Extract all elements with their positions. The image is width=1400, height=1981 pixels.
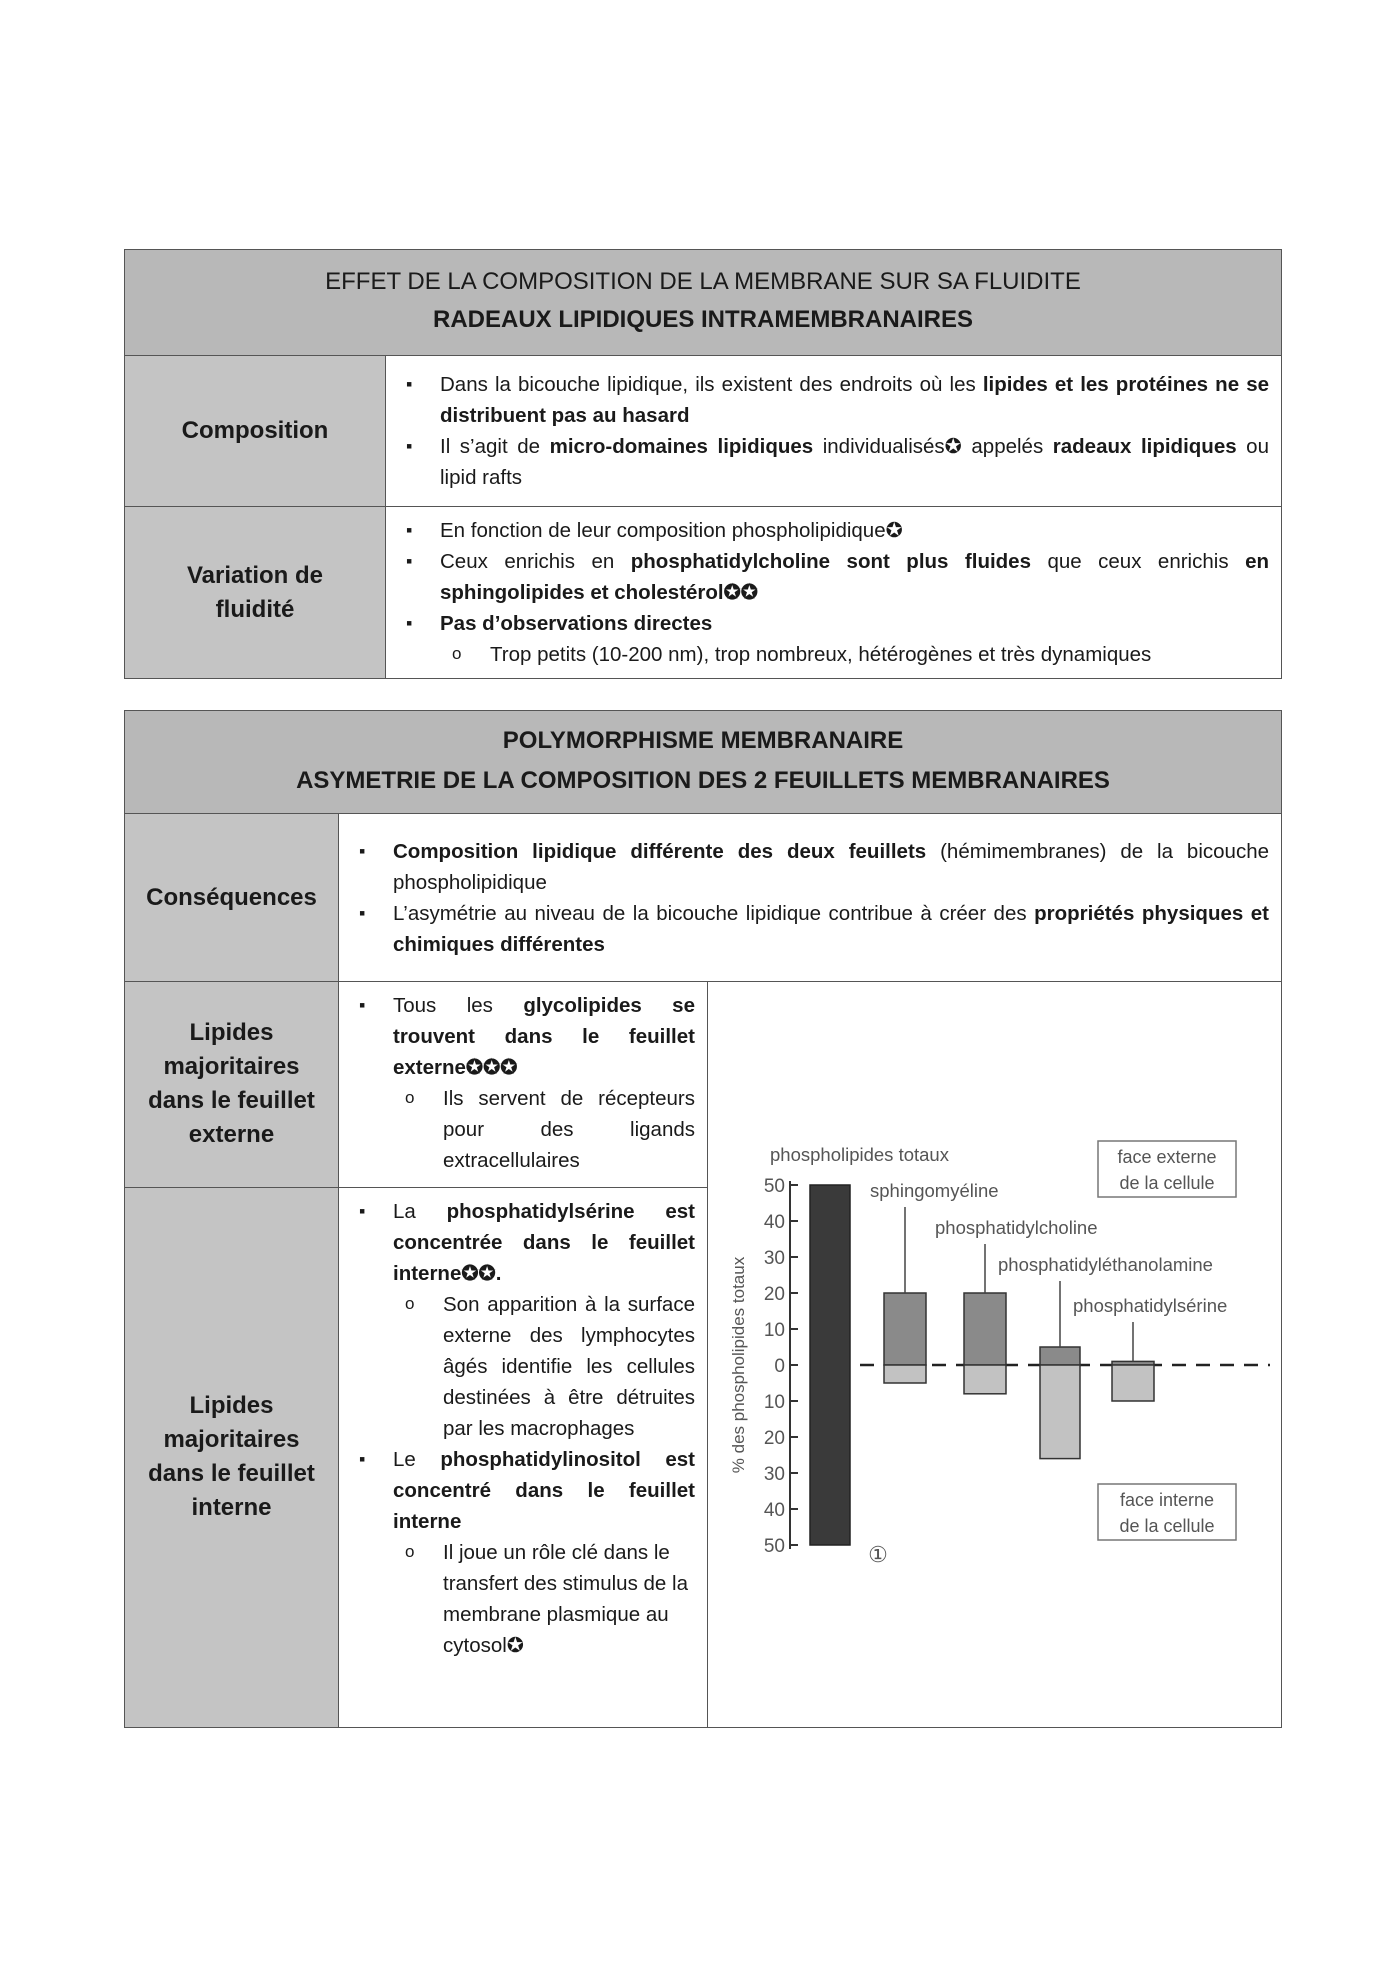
- y-tick-label: 10: [763, 1320, 785, 1341]
- table-header: [125, 250, 1282, 356]
- row-label-fluidity: Variation de fluidité: [125, 507, 386, 679]
- row-content-external-leaflet: [339, 982, 708, 1188]
- table-title: EFFET DE LA COMPOSITION DE LA MEMBRANE SUR SA FLUIDITE: [325, 267, 1081, 295]
- list-item: ▪ Dans la bicouche lipidique, ils existent des endroits où les lipides et les protéines ne se distribuent pas au hasard: [400, 369, 1269, 431]
- row-content-fluidity: [386, 507, 1282, 679]
- category-label: phosphatidylsérine: [1073, 1295, 1228, 1316]
- row-label-consequences: Conséquences: [125, 814, 339, 982]
- bar-external-3: [1040, 1347, 1080, 1365]
- category-label: sphingomyéline: [870, 1180, 999, 1201]
- category-label: phosphatidyléthanolamine: [998, 1254, 1213, 1275]
- row-content-composition: [386, 356, 1282, 507]
- y-tick-label: 30: [763, 1248, 785, 1269]
- bar-internal-1: [884, 1365, 926, 1383]
- row-content-consequences: [339, 814, 1282, 982]
- row-content-internal-leaflet: [339, 1187, 708, 1727]
- chart-cell: [708, 982, 1282, 1728]
- row-label-external-leaflet: Lipides majoritaires dans le feuillet externe: [125, 982, 339, 1188]
- y-tick-label: 30: [763, 1464, 785, 1485]
- sub-list-item: o Son apparition à la surface externe des lymphocytes âgés identifie les cellules destinées à être détruites par les macrophages: [393, 1289, 695, 1444]
- y-tick-label: 10: [763, 1392, 785, 1413]
- bar-phospholipides-totaux: [810, 1185, 850, 1545]
- y-tick-label: 0: [774, 1356, 785, 1377]
- y-tick-label: 50: [763, 1536, 785, 1557]
- y-tick-label: 20: [763, 1428, 785, 1449]
- sub-list-item: o Il joue un rôle clé dans le transfert des stimulus de la membrane plasmique au cytosol✪: [393, 1537, 695, 1661]
- bar-external-1: [884, 1293, 926, 1365]
- figure-marker: ①: [868, 1542, 888, 1567]
- list-item: ▪ En fonction de leur composition phospholipidique✪: [400, 515, 1269, 546]
- bar-internal-4: [1112, 1365, 1154, 1401]
- table-subtitle: ASYMETRIE DE LA COMPOSITION DES 2 FEUILLETS MEMBRANAIRES: [296, 767, 1110, 794]
- phospholipid-distribution-chart: [708, 982, 1280, 1722]
- list-item: ▪ Il s’agit de micro-domaines lipidiques individualisés✪ appelés radeaux lipidiques ou lipid rafts: [400, 431, 1269, 493]
- list-item: ▪ Composition lipidique différente des deux feuillets (hémimembranes) de la bicouche phospholipidique: [353, 836, 1269, 898]
- bar-external-2: [964, 1293, 1006, 1365]
- list-item: ▪ L’asymétrie au niveau de la bicouche lipidique contribue à créer des propriétés physiques et chimiques différentes: [353, 898, 1269, 960]
- y-tick-label: 40: [763, 1212, 785, 1233]
- asymmetry-table: [124, 710, 1282, 1728]
- y-axis-label: % des phospholipides totaux: [729, 1256, 748, 1474]
- table-title: POLYMORPHISME MEMBRANAIRE: [502, 727, 904, 754]
- sub-list-item: o Ils servent de récepteurs pour des ligands extracellulaires: [393, 1083, 695, 1176]
- bar-internal-2: [964, 1365, 1006, 1394]
- list-item: ▪ Le phosphatidylinositol est concentré dans le feuillet interne o Il joue un rôle clé dans le transfert des stimulus de la membrane plasmique au cytosol✪: [353, 1444, 695, 1661]
- category-label: phosphatidylcholine: [935, 1217, 1098, 1238]
- y-tick-label: 20: [763, 1284, 785, 1305]
- list-item: ▪ La phosphatidylsérine est concentrée dans le feuillet interne✪✪. o Son apparition à la surface externe des lymphocytes âgés identifie les cellules destinées à être détruites par les macrophages: [353, 1196, 695, 1444]
- category-label: phospholipides totaux: [770, 1144, 949, 1165]
- list-item: ▪ Pas d’observations directes o Trop petits (10-200 nm), trop nombreux, hétérogènes et très dynamiques: [400, 608, 1269, 670]
- y-tick-label: 40: [763, 1500, 785, 1521]
- y-tick-label: 50: [763, 1176, 785, 1197]
- legend-internal: face interne de la cellule: [1119, 1490, 1215, 1536]
- bar-internal-3: [1040, 1365, 1080, 1459]
- row-label-composition: Composition: [125, 356, 386, 507]
- legend-external: face externe de la cellule: [1117, 1147, 1217, 1193]
- table-header: [125, 711, 1282, 814]
- list-item: ▪ Ceux enrichis en phosphatidylcholine sont plus fluides que ceux enrichis en sphingolipides et cholestérol✪✪: [400, 546, 1269, 608]
- fluidity-table: [124, 249, 1282, 679]
- table-subtitle: RADEAUX LIPIDIQUES INTRAMEMBRANAIRES: [432, 305, 974, 333]
- row-label-internal-leaflet: Lipides majoritaires dans le feuillet interne: [125, 1187, 339, 1727]
- list-item: ▪ Tous les glycolipides se trouvent dans le feuillet externe✪✪✪ o Ils servent de récepteurs pour des ligands extracellulaires: [353, 990, 695, 1176]
- sub-list-item: o Trop petits (10-200 nm), trop nombreux, hétérogènes et très dynamiques: [440, 639, 1269, 670]
